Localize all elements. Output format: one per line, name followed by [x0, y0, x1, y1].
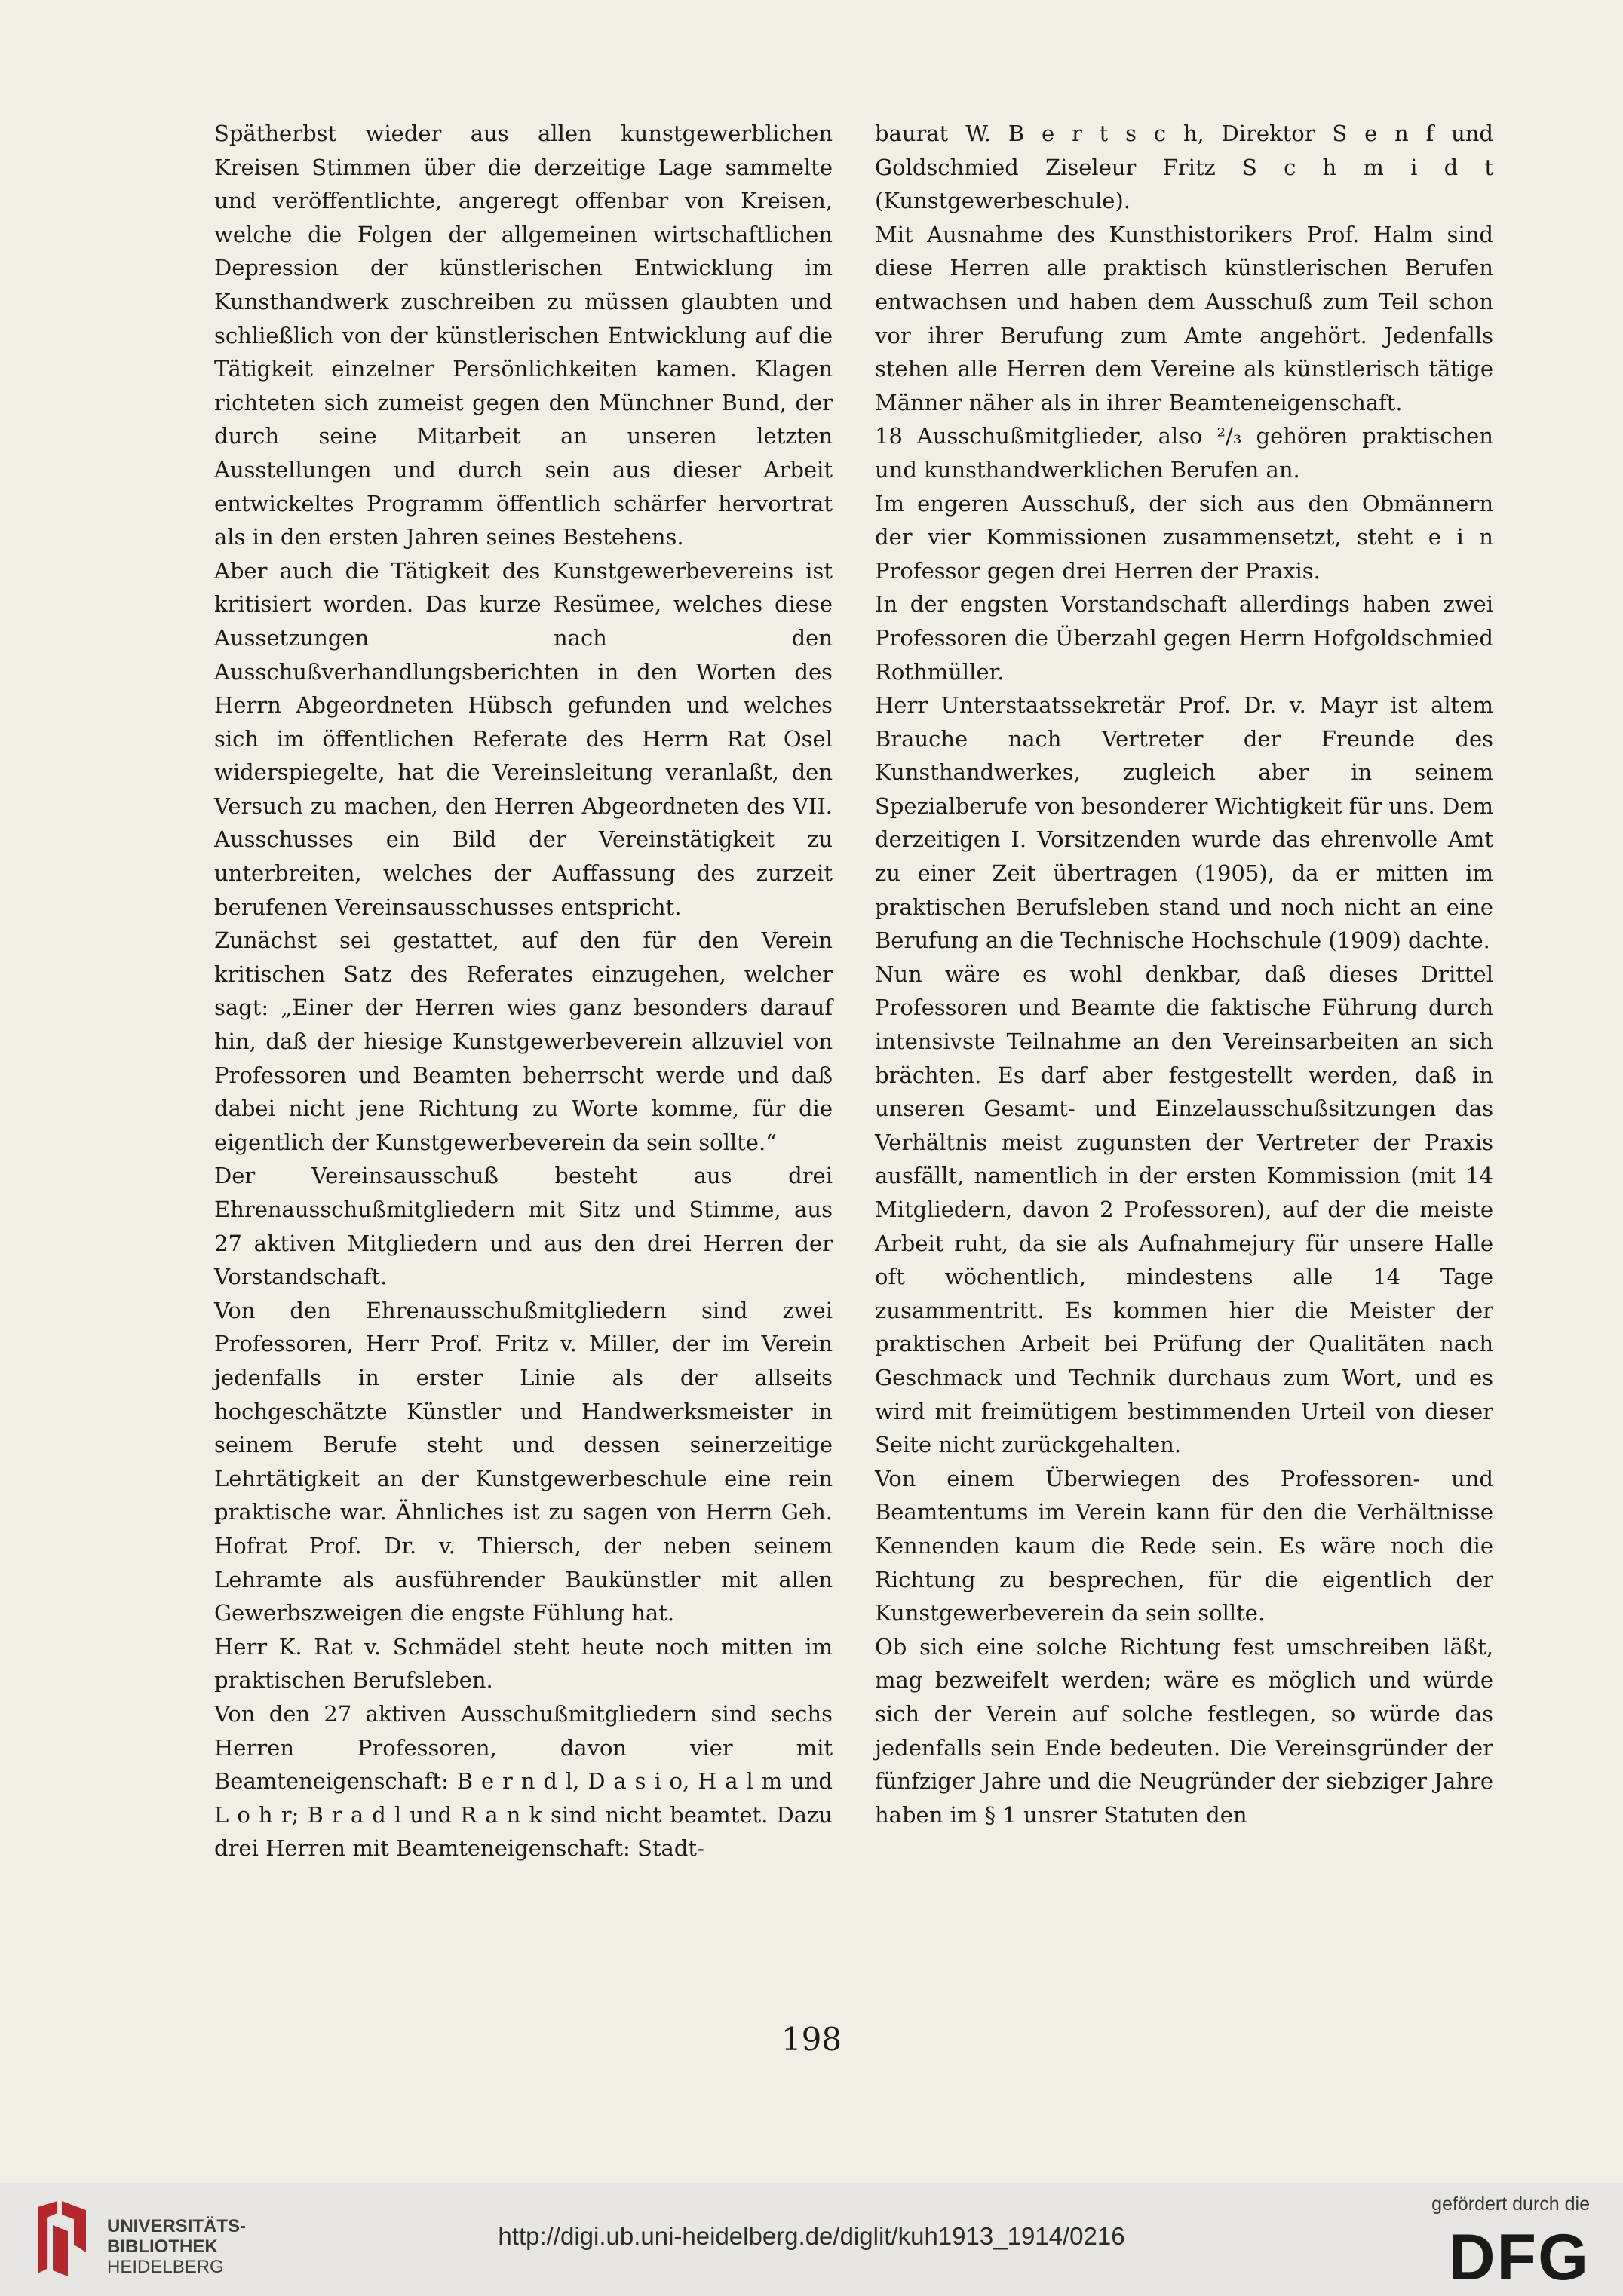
page-number: 198 [781, 2021, 842, 2058]
paragraph: Aber auch die Tätigkeit des Kunstgewerbevereins ist kritisiert worden. Das kurze Resümee, welches diese Aussetzungen nach den Ausschußverhandlungsberichten in den Worten des Herrn Abgeordneten Hübsch gefunden und welches sich im öffentlichen Referate des Herrn Rat Osel widerspiegelte, hat die Vereinsleitung veranlaßt, den Versuch zu machen, den Herren Abgeordneten des VII. Ausschusses ein Bild der Vereinstätigkeit zu unterbreiten, welches der Auffassung des zurzeit berufenen Vereinsausschusses entspricht. [214, 557, 833, 920]
library-name-line: BIBLIOTHEK [107, 2236, 218, 2257]
text-column-right [875, 117, 1493, 1832]
library-name-line: HEIDELBERG [107, 2257, 224, 2277]
paragraph: Im engeren Ausschuß, der sich aus den Obmännern der vier Kommissionen zusammensetzt, steht e i n Professor gegen drei Herren der Praxis. [875, 490, 1493, 584]
viewer-footer [0, 2183, 1623, 2296]
sponsor-label: gefördert durch die [1431, 2193, 1590, 2215]
paragraph: Herr K. Rat v. Schmädel steht heute noch mitten im praktischen Berufsleben. [214, 1633, 833, 1694]
paragraph: Nun wäre es wohl denkbar, daß dieses Drittel Professoren und Beamte die faktische Führung durch intensivste Teilnahme an den Vereinsarbeiten an sich brächten. Es darf aber festgestellt werden, daß in unseren Gesamt- und Einzelausschußsitzungen das Verhältnis meist zugunsten der Vertreter der Praxis ausfällt, namentlich in der ersten Kommission (mit 14 Mitgliedern, davon 2 Professoren), auf der die meiste Arbeit ruht, da sie als Aufnahmejury für unsere Halle oft wöchentlich, mindestens alle 14 Tage zusammentritt. Es kommen hier die Meister der praktischen Arbeit bei Prüfung der Qualitäten nach Geschmack und Technik durchaus zum Wort, und es wird mit freimütigem bestimmenden Urteil von dieser Seite nicht zurückgehalten. [875, 961, 1493, 1458]
paragraph: Der Vereinsausschuß besteht aus drei Ehrenausschußmitgliedern mit Sitz und Stimme, aus 27 aktiven Mitgliedern und aus den drei Herren der Vorstandschaft. [214, 1163, 833, 1290]
paragraph: Zunächst sei gestattet, auf den für den Verein kritischen Satz des Referates einzugehen, welcher sagt: „Einer der Herren wies ganz besonders darauf hin, daß der hiesige Kunstgewerbeverein allzuviel von Professoren und Beamten beherrscht werde und daß dabei nicht jene Richtung zu Worte komme, für die eigentlich der Kunstgewerbeverein da sein sollte.“ [214, 927, 833, 1155]
library-name-line: UNIVERSITÄTS- [107, 2216, 247, 2236]
paragraph: Herr Unterstaatssekretär Prof. Dr. v. Mayr ist altem Brauche nach Vertreter der Freunde des Kunsthandwerkes, zugleich aber in seinem Spezialberufe von besonderer Wichtigkeit für uns. Dem derzeitigen I. Vorsitzenden wurde das ehrenvolle Amt zu einer Zeit übertragen (1905), da er mitten im praktischen Berufsleben stand und noch nicht an eine Berufung an die Technische Hochschule (1909) dachte. [875, 692, 1493, 954]
paragraph: Von einem Überwiegen des Professoren- und Beamtentums im Verein kann für den die Verhältnisse Kennenden kaum die Rede sein. Es wäre noch die Richtung zu besprechen, für die eigentlich der Kunstgewerbeverein da sein sollte. [875, 1465, 1493, 1626]
paragraph: 18 Ausschußmitglieder, also ²/₃ gehören praktischen und kunsthandwerklichen Berufen an. [875, 423, 1493, 483]
paragraph: Ob sich eine solche Richtung fest umschreiben läßt, mag bezweifelt werden; wäre es möglich und würde sich der Verein auf solche festlegen, so würde das jedenfalls sein Ende bedeuten. Die Vereinsgründer der fünfziger Jahre und die Neugründer der siebziger Jahre haben im § 1 unsrer Statuten den [875, 1633, 1493, 1828]
paragraph: Spätherbst wieder aus allen kunstgewerblichen Kreisen Stimmen über die derzeitige Lage sammelte und veröffentlichte, angeregt offenbar von Kreisen, welche die Folgen der allgemeinen wirtschaftlichen Depression der künstlerischen Entwicklung im Kunsthandwerk zuschreiben zu müssen glaubten und schließlich von der künstlerischen Entwicklung auf die Tätigkeit einzelner Persönlichkeiten kamen. Klagen richteten sich zumeist gegen den Münchner Bund, der durch seine Mitarbeit an unseren letzten Ausstellungen und durch sein aus dieser Arbeit entwickeltes Programm öffentlich schärfer hervortrat als in den ersten Jahren seines Bestehens. [214, 121, 833, 550]
paragraph: Mit Ausnahme des Kunsthistorikers Prof. Halm sind diese Herren alle praktisch künstlerischen Berufen entwachsen und haben dem Ausschuß zum Teil schon vor ihrer Berufung zum Amte angehört. Jedenfalls stehen alle Herren dem Vereine als künstlerisch tätige Männer näher als in ihrer Beamteneigenschaft. [875, 221, 1493, 415]
paragraph: Von den Ehrenausschußmitgliedern sind zwei Professoren, Herr Prof. Fritz v. Miller, der im Verein jedenfalls in erster Linie als der allseits hochgeschätzte Künstler und Handwerksmeister in seinem Berufe steht und dessen seinerzeitige Lehrtätigkeit an der Kunstgewerbeschule eine rein praktische war. Ähnliches ist zu sagen von Herrn Geh. Hofrat Prof. Dr. v. Thiersch, der neben seinem Lehramte als ausführender Baukünstler mit allen Gewerbszweigen die engste Fühlung hat. [214, 1297, 833, 1626]
paragraph: baurat W. B e r t s c h, Direktor S e n f und Goldschmied Ziseleur Fritz S c h m i d t (Kunstgewerbeschule). [875, 121, 1493, 214]
text-column-left [214, 117, 833, 1865]
permalink-link[interactable]: http://digi.ub.uni-heidelberg.de/diglit/kuh1913_1914/0216 [498, 2222, 1125, 2250]
paragraph: Von den 27 aktiven Ausschußmitgliedern sind sechs Herren Professoren, davon vier mit Beamteneigenschaft: B e r n d l, D a s i o, H a l m und L o h r; B r a d l und R a n k sind nicht beamtet. Dazu drei Herren mit Beamteneigenschaft: Stadt- [214, 1700, 833, 1862]
paragraph: In der engsten Vorstandschaft allerdings haben zwei Professoren die Überzahl gegen Herrn Hofgoldschmied Rothmüller. [875, 591, 1493, 685]
dfg-logo[interactable]: DFG [1448, 2221, 1590, 2294]
